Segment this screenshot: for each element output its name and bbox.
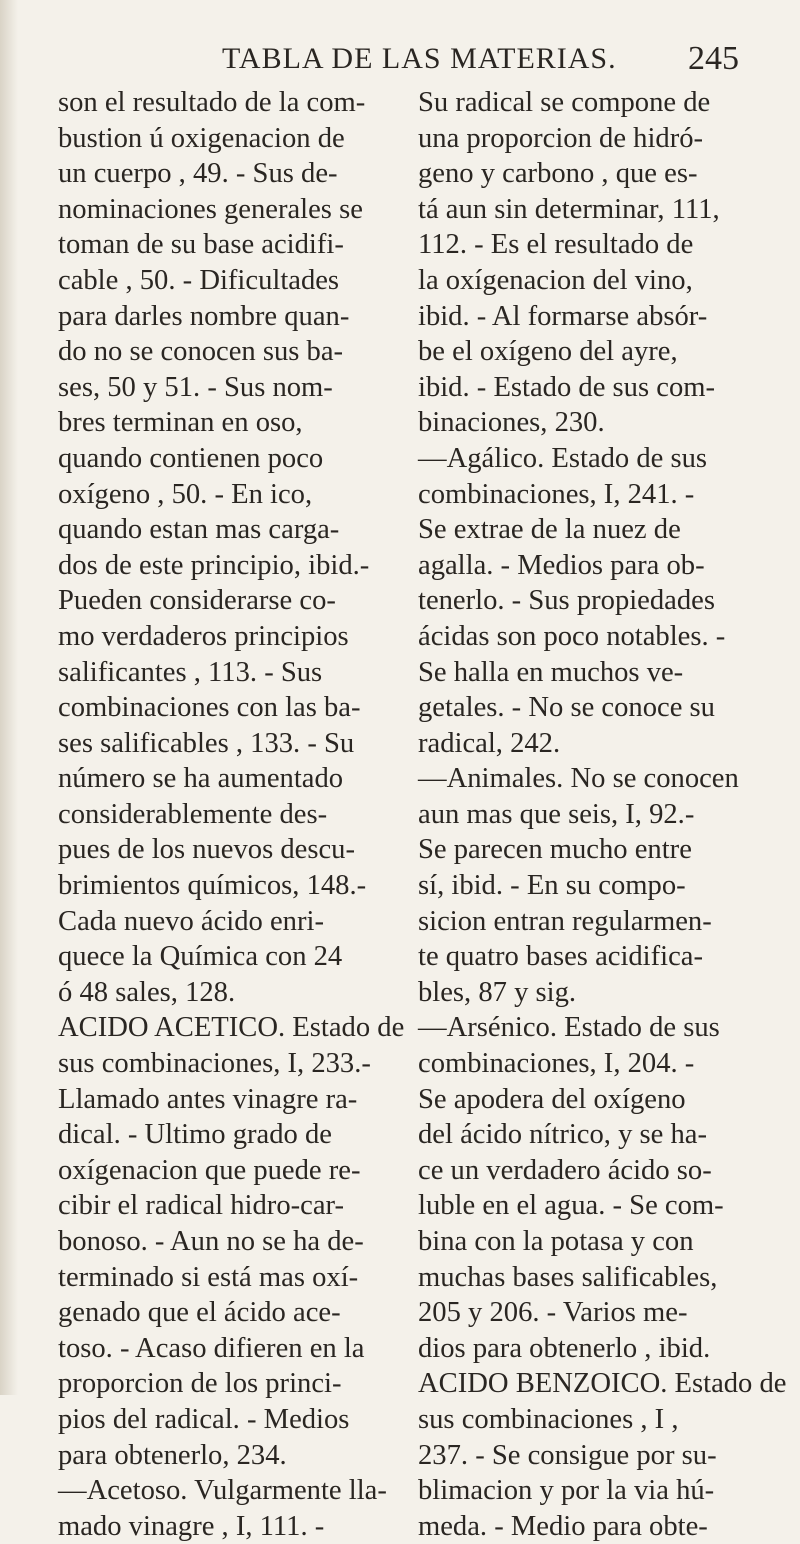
text-line: sus combinaciones, I, 233.- [58,1048,371,1080]
running-head: TABLA DE LAS MATERIAS. [222,42,617,75]
text-line: —Arsénico. Estado de sus [418,1012,720,1044]
text-line: para darles nombre quan- [58,300,350,332]
text-line: —Agálico. Estado de sus [418,442,708,474]
text-line: blimacion y por la via hú- [418,1475,715,1507]
text-line: ó 48 sales, 128. [58,976,236,1008]
text-line: ce un verdadero ácido so- [418,1154,712,1186]
text-line: considerablemente des- [58,798,328,830]
text-line: bustion ú oxigenacion de [58,122,345,154]
text-line: cibir el radical hidro-car- [58,1190,344,1222]
text-line: muchas bases salificables, [418,1261,718,1293]
text-line: do no se conocen sus ba- [58,336,344,368]
text-line: mado vinagre , I, 111. - [58,1510,325,1542]
text-line: pues de los nuevos descu- [58,834,355,866]
text-line: combinaciones, I, 204. - [418,1048,695,1080]
text-line: mo verdaderos principios [58,620,349,652]
text-line: quando contienen poco [58,442,324,474]
text-line: be el oxígeno del ayre, [418,336,678,368]
text-line: proporcion de los princi- [58,1368,342,1400]
text-line: combinaciones, I, 241. - [418,478,695,510]
text-line: terminado si está mas oxí- [58,1261,359,1293]
text-line: 112. - Es el resultado de [418,229,694,261]
text-line: meda. - Medio para obte- [418,1510,708,1542]
text-line: Cada nuevo ácido enri- [58,905,324,937]
text-line: son el resultado de la com- [58,87,366,118]
text-line: nominaciones generales se [58,193,363,225]
text-line: sus combinaciones , I , [418,1403,679,1435]
text-line: bres terminan en oso, [58,407,303,439]
text-line: toso. - Acaso difieren en la [58,1332,365,1364]
text-line: te quatro bases acidifica- [418,941,704,973]
text-line: un cuerpo , 49. - Sus de- [58,158,338,190]
text-line: quando estan mas carga- [58,514,340,546]
text-line: aun mas que seis, I, 92.- [418,798,695,830]
text-line: Pueden considerarse co- [58,585,336,617]
text-line: Se apodera del oxígeno [418,1083,686,1115]
text-line: oxígeno , 50. - En ico, [58,478,313,510]
text-line: toman de su base acidifi- [58,229,344,261]
text-line: —Animales. No se conocen [418,763,739,795]
text-line: geno y carbono , que es- [418,158,698,190]
text-line: bonoso. - Aun no se ha de- [58,1226,364,1257]
text-line: agalla. - Medios para ob- [418,549,705,581]
text-line: tá aun sin determinar, 111, [418,193,720,225]
text-line: brimientos químicos, 148.- [58,870,367,902]
gutter-shadow [0,0,18,1395]
text-line: bles, 87 y sig. [418,976,577,1008]
text-line: ácidas son poco notables. - [418,620,726,652]
text-line: ACIDO ACETICO. Estado de [58,1012,405,1044]
text-line: combinaciones con las ba- [58,692,361,724]
text-line: salificantes , 113. - Sus [58,656,323,688]
text-line: ses, 50 y 51. - Sus nom- [58,371,333,403]
text-line: ibid. - Al formarse absór- [418,300,708,332]
text-line: sí, ibid. - En su compo- [418,870,686,902]
text-line: Su radical se compone de [418,87,711,118]
text-line: Se parecen mucho entre [418,834,692,866]
text-line: ses salificables , 133. - Su [58,727,355,759]
text-line: 237. - Se consigue por su- [418,1439,717,1471]
text-line: —Acetoso. Vulgarmente lla- [58,1475,387,1507]
text-line: para obtenerlo, 234. [58,1439,287,1471]
text-line: Llamado antes vinagre ra- [58,1083,358,1115]
text-line: 205 y 206. - Varios me- [418,1297,688,1329]
text-line: la oxígenacion del vino, [418,264,693,296]
text-line: dos de este principio, ibid.- [58,549,370,581]
text-line: Se extrae de la nuez de [418,514,681,546]
text-line: tenerlo. - Sus propiedades [418,585,715,617]
text-line: getales. - No se conoce su [418,692,715,724]
text-line: quece la Química con 24 [58,941,343,973]
text-line: sicion entran regularmen- [418,905,712,937]
text-line: oxígenacion que puede re- [58,1154,361,1186]
text-line: ibid. - Estado de sus com- [418,371,716,403]
text-line: luble en el agua. - Se com- [418,1190,724,1222]
text-line: pios del radical. - Medios [58,1403,350,1435]
text-line: dical. - Ultimo grado de [58,1119,332,1151]
text-line: binaciones, 230. [418,407,605,439]
page-header [0,38,800,82]
text-line: dios para obtenerlo , ibid. [418,1332,711,1364]
text-line: cable , 50. - Dificultades [58,264,340,296]
text-line: número se ha aumentado [58,763,344,795]
text-line: ACIDO BENZOICO. Estado de [418,1368,787,1400]
text-line: Se halla en muchos ve- [418,656,684,688]
text-line: genado que el ácido ace- [58,1297,341,1329]
left-column [58,85,418,1544]
right-column [418,85,790,1544]
text-line: bina con la potasa y con [418,1226,694,1257]
text-line: del ácido nítrico, y se ha- [418,1119,708,1151]
text-line: una proporcion de hidró- [418,122,704,154]
text-line: radical, 242. [418,727,561,759]
page-number: 245 [688,40,739,77]
